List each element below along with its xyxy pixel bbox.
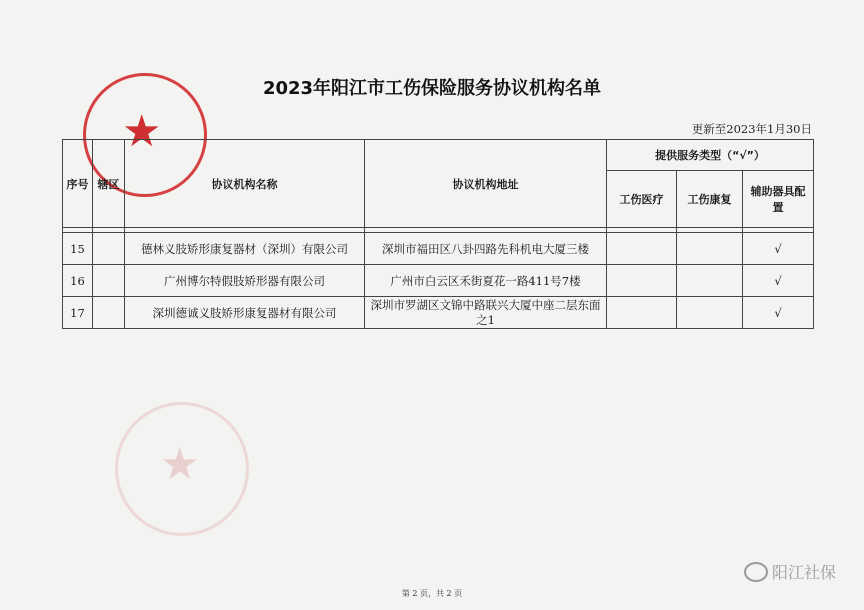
page-title: 2023年阳江市工伤保险服务协议机构名单	[262, 78, 602, 99]
header-service-group: 提供服务类型（“√”）	[607, 140, 814, 171]
table-row	[63, 265, 814, 297]
institution-table	[62, 139, 814, 329]
header-index: 序号	[63, 140, 93, 228]
cell-index: 15	[63, 233, 93, 265]
cell-medical	[607, 233, 677, 265]
header-medical: 工伤医疗	[607, 171, 677, 228]
header-device: 辅助器具配置	[743, 171, 814, 228]
cell-rehab	[677, 297, 743, 329]
watermark-text: 阳江社保	[771, 563, 836, 582]
cell-district	[93, 297, 125, 329]
header-rehab: 工伤康复	[677, 171, 743, 228]
cell-medical	[607, 265, 677, 297]
cell-address: 深圳市罗湖区文锦中路联兴大厦中座二层东面之1	[365, 297, 607, 329]
faint-seal-impression	[115, 402, 249, 536]
header-district: 辖区	[93, 140, 125, 228]
cell-name: 广州博尔特假肢矫形器有限公司	[125, 265, 365, 297]
wechat-icon	[744, 562, 768, 582]
cell-index: 16	[63, 265, 93, 297]
cell-medical	[607, 297, 677, 329]
cell-device: √	[743, 297, 814, 329]
cell-name: 深圳德诚义肢矫形康复器材有限公司	[125, 297, 365, 329]
cell-address: 深圳市福田区八卦四路先科机电大厦三楼	[365, 233, 607, 265]
cell-address: 广州市白云区禾街夏花一路411号7楼	[365, 265, 607, 297]
cell-district	[93, 233, 125, 265]
update-date: 更新至2023年1月30日	[691, 122, 812, 136]
cell-index: 17	[63, 297, 93, 329]
header-address: 协议机构地址	[365, 140, 607, 228]
cell-district	[93, 265, 125, 297]
table-row	[63, 297, 814, 329]
cell-device: √	[743, 233, 814, 265]
table-row	[63, 233, 814, 265]
page-footer: 第 2 页，共 2 页	[401, 589, 463, 598]
cell-name: 德林义肢矫形康复器材（深圳）有限公司	[125, 233, 365, 265]
cell-rehab	[677, 265, 743, 297]
cell-device: √	[743, 265, 814, 297]
faint-seal-star-icon: ★	[160, 439, 200, 490]
seal-star-icon: ★	[122, 106, 162, 157]
cell-rehab	[677, 233, 743, 265]
wechat-watermark	[744, 560, 836, 583]
header-name: 协议机构名称	[125, 140, 365, 228]
